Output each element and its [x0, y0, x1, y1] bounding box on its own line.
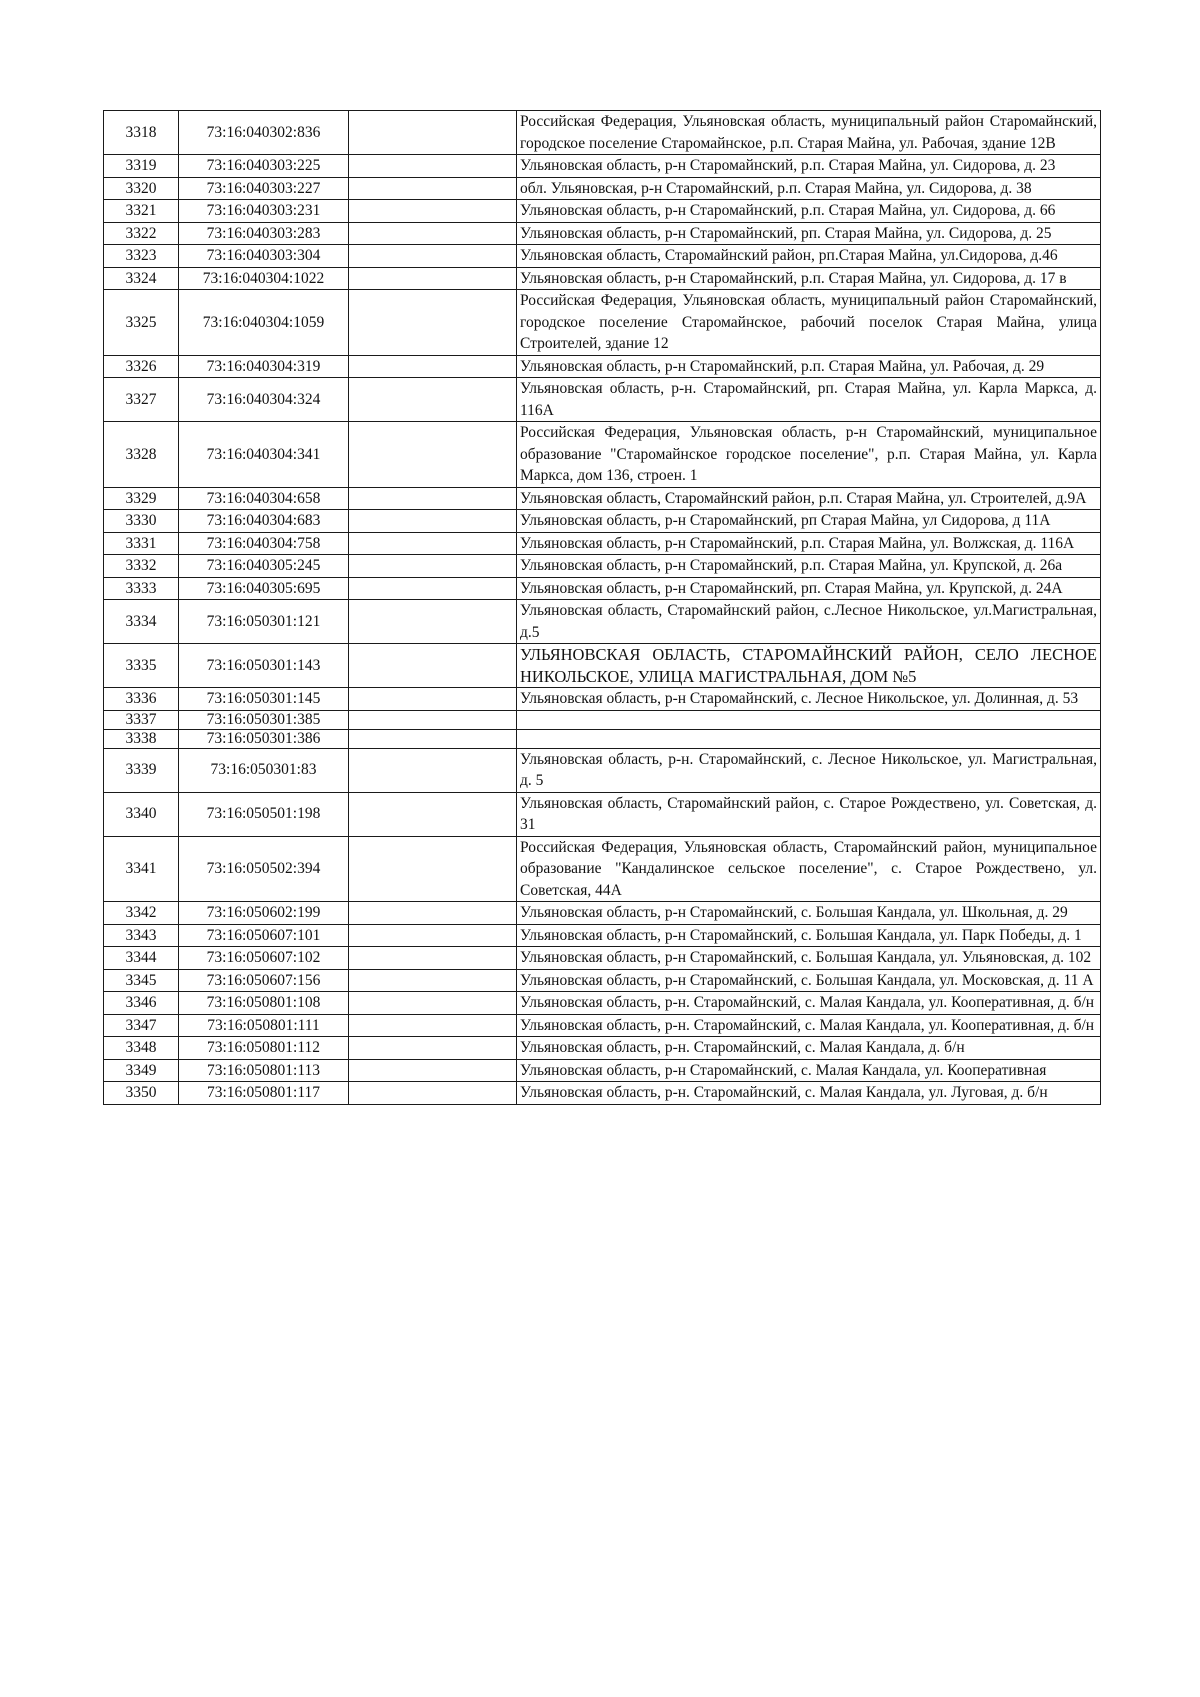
- cadastral-number: 73:16:050801:108: [179, 992, 349, 1015]
- empty-cell: [349, 1037, 517, 1060]
- cadastral-number: 73:16:050502:394: [179, 836, 349, 902]
- empty-cell: [349, 577, 517, 600]
- cadastral-number: 73:16:050301:386: [179, 729, 349, 748]
- row-number: 3343: [104, 924, 179, 947]
- cadastral-number: 73:16:050607:156: [179, 969, 349, 992]
- address: Ульяновская область, р-н. Старомайнский, с. Малая Кандала, д. б/н: [517, 1037, 1101, 1060]
- address: [517, 729, 1101, 748]
- table-row: [104, 555, 1101, 578]
- row-number: 3337: [104, 710, 179, 729]
- row-number: 3324: [104, 267, 179, 290]
- empty-cell: [349, 555, 517, 578]
- row-number: 3319: [104, 155, 179, 178]
- cadastral-number: 73:16:040303:283: [179, 222, 349, 245]
- cadastral-number: 73:16:040304:758: [179, 532, 349, 555]
- cadastral-number: 73:16:040302:836: [179, 111, 349, 155]
- address: Ульяновская область, р-н Старомайнский, р.п. Старая Майна, ул. Волжская, д. 116А: [517, 532, 1101, 555]
- row-number: 3344: [104, 947, 179, 970]
- row-number: 3331: [104, 532, 179, 555]
- table-row: [104, 487, 1101, 510]
- row-number: 3346: [104, 992, 179, 1015]
- address: Ульяновская область, Старомайнский район, рп.Старая Майна, ул.Сидорова, д.46: [517, 245, 1101, 268]
- empty-cell: [349, 600, 517, 644]
- row-number: 3340: [104, 792, 179, 836]
- row-number: 3321: [104, 200, 179, 223]
- empty-cell: [349, 378, 517, 422]
- row-number: 3320: [104, 177, 179, 200]
- address: Ульяновская область, р-н Старомайнский, рп. Старая Майна, ул. Сидорова, д. 25: [517, 222, 1101, 245]
- cadastral-number: 73:16:050801:111: [179, 1014, 349, 1037]
- table-row: [104, 245, 1101, 268]
- registry-table: [103, 110, 1101, 1105]
- row-number: 3329: [104, 487, 179, 510]
- table-row: [104, 836, 1101, 902]
- cadastral-number: 73:16:040304:319: [179, 355, 349, 378]
- row-number: 3330: [104, 510, 179, 533]
- empty-cell: [349, 1082, 517, 1105]
- empty-cell: [349, 422, 517, 488]
- cadastral-number: 73:16:040303:225: [179, 155, 349, 178]
- table-row: [104, 1059, 1101, 1082]
- row-number: 3333: [104, 577, 179, 600]
- address: УЛЬЯНОВСКАЯ ОБЛАСТЬ, СТАРОМАЙНСКИЙ РАЙОН, СЕЛО ЛЕСНОЕ НИКОЛЬСКОЕ, УЛИЦА МАГИСТРАЛЬНАЯ, ДОМ №5: [517, 644, 1101, 688]
- table-row: [104, 992, 1101, 1015]
- empty-cell: [349, 969, 517, 992]
- cadastral-number: 73:16:040304:683: [179, 510, 349, 533]
- empty-cell: [349, 355, 517, 378]
- row-number: 3338: [104, 729, 179, 748]
- cadastral-number: 73:16:050501:198: [179, 792, 349, 836]
- row-number: 3328: [104, 422, 179, 488]
- cadastral-number: 73:16:040303:227: [179, 177, 349, 200]
- table-row: [104, 947, 1101, 970]
- address: Ульяновская область, Старомайнский район, р.п. Старая Майна, ул. Строителей, д.9А: [517, 487, 1101, 510]
- table-row: [104, 267, 1101, 290]
- table-row: [104, 792, 1101, 836]
- cadastral-number: 73:16:050607:102: [179, 947, 349, 970]
- row-number: 3325: [104, 290, 179, 356]
- address: Ульяновская область, р-н. Старомайнский, с. Малая Кандала, ул. Луговая, д. б/н: [517, 1082, 1101, 1105]
- empty-cell: [349, 245, 517, 268]
- table-row: [104, 969, 1101, 992]
- address: Ульяновская область, р-н Старомайнский, с. Большая Кандала, ул. Московская, д. 11 А: [517, 969, 1101, 992]
- row-number: 3322: [104, 222, 179, 245]
- cadastral-number: 73:16:040303:231: [179, 200, 349, 223]
- address: Ульяновская область, р-н Старомайнский, с. Большая Кандала, ул. Школьная, д. 29: [517, 902, 1101, 925]
- address: [517, 710, 1101, 729]
- address: Российская Федерация, Ульяновская область, муниципальный район Старомайнский, городское поселение Старомайнское, р.п. Старая Майна, ул. Рабочая, здание 12В: [517, 111, 1101, 155]
- cadastral-number: 73:16:050301:145: [179, 688, 349, 711]
- empty-cell: [349, 836, 517, 902]
- row-number: 3336: [104, 688, 179, 711]
- table-row: [104, 577, 1101, 600]
- address: Российская Федерация, Ульяновская область, муниципальный район Старомайнский, городское поселение Старомайнское, рабочий поселок Старая Майна, улица Строителей, здание 12: [517, 290, 1101, 356]
- table-row: [104, 355, 1101, 378]
- empty-cell: [349, 947, 517, 970]
- table-row: [104, 924, 1101, 947]
- row-number: 3342: [104, 902, 179, 925]
- empty-cell: [349, 792, 517, 836]
- empty-cell: [349, 290, 517, 356]
- row-number: 3334: [104, 600, 179, 644]
- address: Ульяновская область, р-н Старомайнский, р.п. Старая Майна, ул. Сидорова, д. 23: [517, 155, 1101, 178]
- row-number: 3345: [104, 969, 179, 992]
- cadastral-number: 73:16:040305:245: [179, 555, 349, 578]
- address: Ульяновская область, р-н. Старомайнский, с. Малая Кандала, ул. Кооперативная, д. б/н: [517, 992, 1101, 1015]
- row-number: 3326: [104, 355, 179, 378]
- row-number: 3323: [104, 245, 179, 268]
- address: Ульяновская область, р-н Старомайнский, с. Лесное Никольское, ул. Долинная, д. 53: [517, 688, 1101, 711]
- cadastral-number: 73:16:040304:341: [179, 422, 349, 488]
- table-row: [104, 510, 1101, 533]
- empty-cell: [349, 487, 517, 510]
- empty-cell: [349, 1014, 517, 1037]
- table-row: [104, 177, 1101, 200]
- cadastral-number: 73:16:040304:1059: [179, 290, 349, 356]
- table-row: [104, 729, 1101, 748]
- address: Ульяновская область, р-н. Старомайнский, рп. Старая Майна, ул. Карла Маркса, д. 116А: [517, 378, 1101, 422]
- table-row: [104, 111, 1101, 155]
- empty-cell: [349, 177, 517, 200]
- address: Ульяновская область, р-н Старомайнский, с. Большая Кандала, ул. Ульяновская, д. 102: [517, 947, 1101, 970]
- address: обл. Ульяновская, р-н Старомайнский, р.п. Старая Майна, ул. Сидорова, д. 38: [517, 177, 1101, 200]
- address: Российская Федерация, Ульяновская область, Старомайнский район, муниципальное образование "Кандалинское сельское поселение", с. Старое Рождествено, ул. Советская, 44А: [517, 836, 1101, 902]
- cadastral-number: 73:16:050301:83: [179, 748, 349, 792]
- cadastral-number: 73:16:040303:304: [179, 245, 349, 268]
- cadastral-number: 73:16:050301:121: [179, 600, 349, 644]
- cadastral-number: 73:16:050602:199: [179, 902, 349, 925]
- cadastral-number: 73:16:040304:1022: [179, 267, 349, 290]
- address: Ульяновская область, р-н Старомайнский, с. Большая Кандала, ул. Парк Победы, д. 1: [517, 924, 1101, 947]
- address: Ульяновская область, р-н Старомайнский, рп Старая Майна, ул Сидорова, д 11А: [517, 510, 1101, 533]
- address: Ульяновская область, Старомайнский район, с.Лесное Никольское, ул.Магистральная, д.5: [517, 600, 1101, 644]
- address: Ульяновская область, р-н. Старомайнский, с. Малая Кандала, ул. Кооперативная, д. б/н: [517, 1014, 1101, 1037]
- table-row: [104, 200, 1101, 223]
- address: Ульяновская область, р-н Старомайнский, р.п. Старая Майна, ул. Крупской, д. 26а: [517, 555, 1101, 578]
- empty-cell: [349, 222, 517, 245]
- table-row: [104, 532, 1101, 555]
- address: Ульяновская область, р-н. Старомайнский, с. Лесное Никольское, ул. Магистральная, д. 5: [517, 748, 1101, 792]
- row-number: 3332: [104, 555, 179, 578]
- empty-cell: [349, 532, 517, 555]
- address: Ульяновская область, р-н Старомайнский, р.п. Старая Майна, ул. Рабочая, д. 29: [517, 355, 1101, 378]
- empty-cell: [349, 924, 517, 947]
- empty-cell: [349, 155, 517, 178]
- empty-cell: [349, 729, 517, 748]
- empty-cell: [349, 510, 517, 533]
- cadastral-number: 73:16:050301:143: [179, 644, 349, 688]
- table-row: [104, 155, 1101, 178]
- address: Ульяновская область, р-н Старомайнский, р.п. Старая Майна, ул. Сидорова, д. 17 в: [517, 267, 1101, 290]
- table-row: [104, 222, 1101, 245]
- cadastral-number: 73:16:040304:324: [179, 378, 349, 422]
- row-number: 3350: [104, 1082, 179, 1105]
- empty-cell: [349, 267, 517, 290]
- empty-cell: [349, 902, 517, 925]
- table-row: [104, 710, 1101, 729]
- table-row: [104, 902, 1101, 925]
- table-row: [104, 422, 1101, 488]
- empty-cell: [349, 644, 517, 688]
- cadastral-number: 73:16:040304:658: [179, 487, 349, 510]
- row-number: 3349: [104, 1059, 179, 1082]
- address: Ульяновская область, р-н Старомайнский, р.п. Старая Майна, ул. Сидорова, д. 66: [517, 200, 1101, 223]
- address: Российская Федерация, Ульяновская область, р-н Старомайнский, муниципальное образование "Старомайнское городское поселение", р.п. Старая Майна, ул. Карла Маркса, дом 136, строен. 1: [517, 422, 1101, 488]
- empty-cell: [349, 1059, 517, 1082]
- empty-cell: [349, 111, 517, 155]
- empty-cell: [349, 688, 517, 711]
- cadastral-number: 73:16:050801:113: [179, 1059, 349, 1082]
- address: Ульяновская область, р-н Старомайнский, с. Малая Кандала, ул. Кооперативная: [517, 1059, 1101, 1082]
- cadastral-number: 73:16:050801:117: [179, 1082, 349, 1105]
- cadastral-number: 73:16:050801:112: [179, 1037, 349, 1060]
- table-row: [104, 290, 1101, 356]
- table-row: [104, 1082, 1101, 1105]
- table-row: [104, 688, 1101, 711]
- empty-cell: [349, 200, 517, 223]
- table-row: [104, 378, 1101, 422]
- row-number: 3341: [104, 836, 179, 902]
- empty-cell: [349, 748, 517, 792]
- cadastral-number: 73:16:050607:101: [179, 924, 349, 947]
- row-number: 3327: [104, 378, 179, 422]
- table-row: [104, 644, 1101, 688]
- registry-table-body: [104, 111, 1101, 1105]
- row-number: 3335: [104, 644, 179, 688]
- row-number: 3347: [104, 1014, 179, 1037]
- cadastral-number: 73:16:050301:385: [179, 710, 349, 729]
- table-row: [104, 748, 1101, 792]
- table-row: [104, 600, 1101, 644]
- address: Ульяновская область, р-н Старомайнский, рп. Старая Майна, ул. Крупской, д. 24А: [517, 577, 1101, 600]
- empty-cell: [349, 992, 517, 1015]
- table-row: [104, 1014, 1101, 1037]
- row-number: 3318: [104, 111, 179, 155]
- address: Ульяновская область, Старомайнский район, с. Старое Рождествено, ул. Советская, д. 31: [517, 792, 1101, 836]
- empty-cell: [349, 710, 517, 729]
- row-number: 3339: [104, 748, 179, 792]
- table-row: [104, 1037, 1101, 1060]
- row-number: 3348: [104, 1037, 179, 1060]
- cadastral-number: 73:16:040305:695: [179, 577, 349, 600]
